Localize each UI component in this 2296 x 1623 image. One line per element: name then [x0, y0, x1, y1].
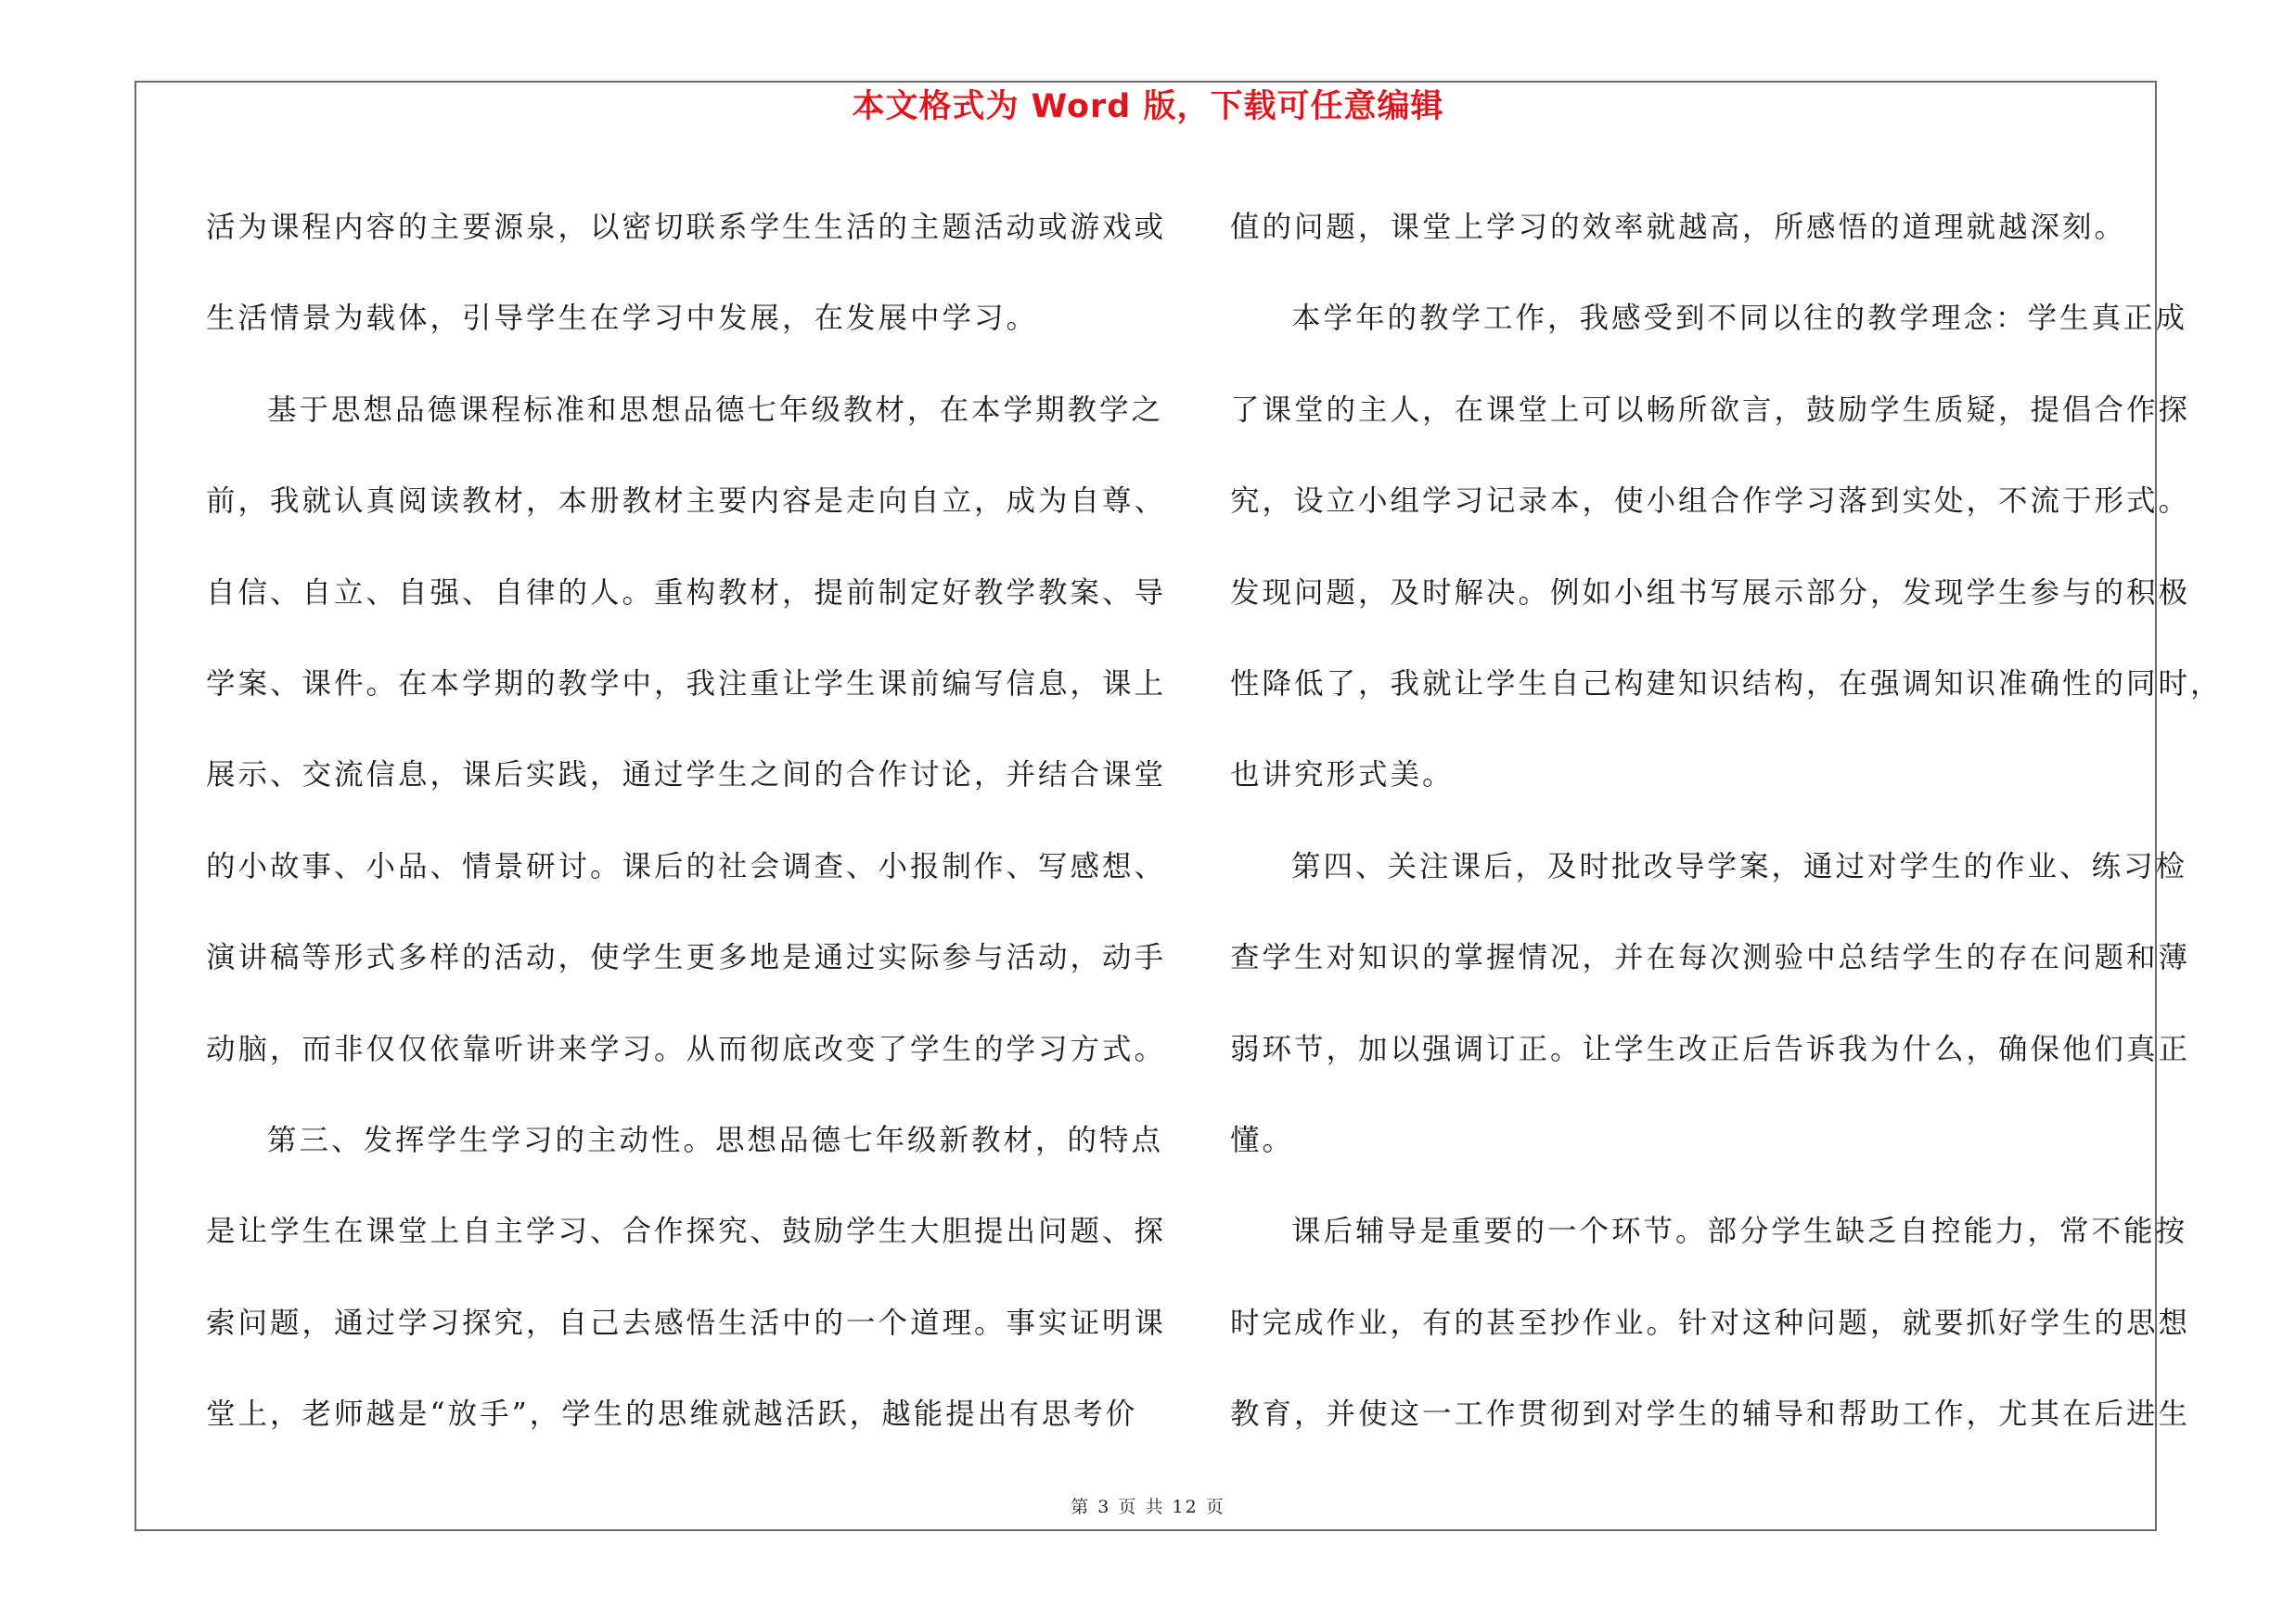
- text-line: 堂上，老师越是“放手”，学生的思维就越活跃，越能提出有思考价: [206, 1398, 1138, 1432]
- right-text-column: [1230, 182, 2223, 1460]
- text-line: 第四、关注课后，及时批改导学案，通过对学生的作业、练习检: [1291, 849, 2188, 883]
- text-line: 发现问题，及时解决。例如小组书写展示部分，发现学生参与的积极: [1230, 575, 2191, 610]
- text-line: 演讲稿等形式多样的活动，使学生更多地是通过实际参与活动，动手: [206, 941, 1167, 975]
- text-line: 了课堂的主人，在课堂上可以畅所欲言，鼓励学生质疑，提倡合作探: [1230, 393, 2191, 427]
- text-line: 生活情景为载体，引导学生在学习中发展，在发展中学习。: [206, 302, 1039, 336]
- word-format-banner: 本文格式为 Word 版，下载可任意编辑: [852, 88, 1444, 125]
- text-line: 究，设立小组学习记录本，使小组合作学习落到实处，不流于形式。: [1230, 484, 2191, 519]
- text-line: 自信、自立、自强、自律的人。重构教材，提前制定好教学教案、导: [206, 575, 1167, 610]
- text-line: 基于思想品德课程标准和思想品德七年级教材，在本学期教学之: [267, 393, 1164, 427]
- text-line: 活为课程内容的主要源泉，以密切联系学生生活的主题活动或游戏或: [206, 211, 1167, 244]
- text-line: 前，我就认真阅读教材，本册教材主要内容是走向自立，成为自尊、: [206, 484, 1167, 519]
- text-line: 第三、发挥学生学习的主动性。思想品德七年级新教材，的特点: [267, 1123, 1164, 1157]
- text-line: 时完成作业，有的甚至抄作业。针对这种问题，就要抓好学生的思想: [1230, 1306, 2191, 1340]
- page-number-footer: 第 3 页 共 12 页: [1071, 1497, 1225, 1517]
- text-line: 索问题，通过学习探究，自己去感悟生活中的一个道理。事实证明课: [206, 1306, 1167, 1340]
- text-line: 也讲究形式美。: [1230, 758, 1455, 792]
- text-line: 是让学生在课堂上自主学习、合作探究、鼓励学生大胆提出问题、探: [206, 1215, 1167, 1249]
- text-line: 动脑，而非仅仅依靠听讲来学习。从而彻底改变了学生的学习方式。: [206, 1032, 1167, 1066]
- text-line: 性降低了，我就让学生自己构建知识结构，在强调知识准确性的同时，: [1230, 666, 2223, 701]
- text-line: 展示、交流信息，课后实践，通过学生之间的合作讨论，并结合课堂: [206, 758, 1167, 792]
- text-line: 的小故事、小品、情景研讨。课后的社会调查、小报制作、写感想、: [206, 849, 1167, 883]
- text-line: 课后辅导是重要的一个环节。部分学生缺乏自控能力，常不能按: [1291, 1215, 2188, 1249]
- text-line: 懂。: [1230, 1123, 1295, 1157]
- text-line: 查学生对知识的掌握情况，并在每次测验中总结学生的存在问题和薄: [1230, 941, 2191, 975]
- text-line: 弱环节，加以强调订正。让学生改正后告诉我为什么，确保他们真正: [1230, 1032, 2191, 1066]
- left-text-column: [206, 182, 1167, 1460]
- text-line: 学案、课件。在本学期的教学中，我注重让学生课前编写信息，课上: [206, 666, 1167, 701]
- text-line: 本学年的教学工作，我感受到不同以往的教学理念：学生真正成: [1291, 302, 2188, 336]
- text-line: 教育，并使这一工作贯彻到对学生的辅导和帮助工作，尤其在后进生: [1230, 1398, 2191, 1432]
- text-line: 值的问题，课堂上学习的效率就越高，所感悟的道理就越深刻。: [1230, 211, 2127, 244]
